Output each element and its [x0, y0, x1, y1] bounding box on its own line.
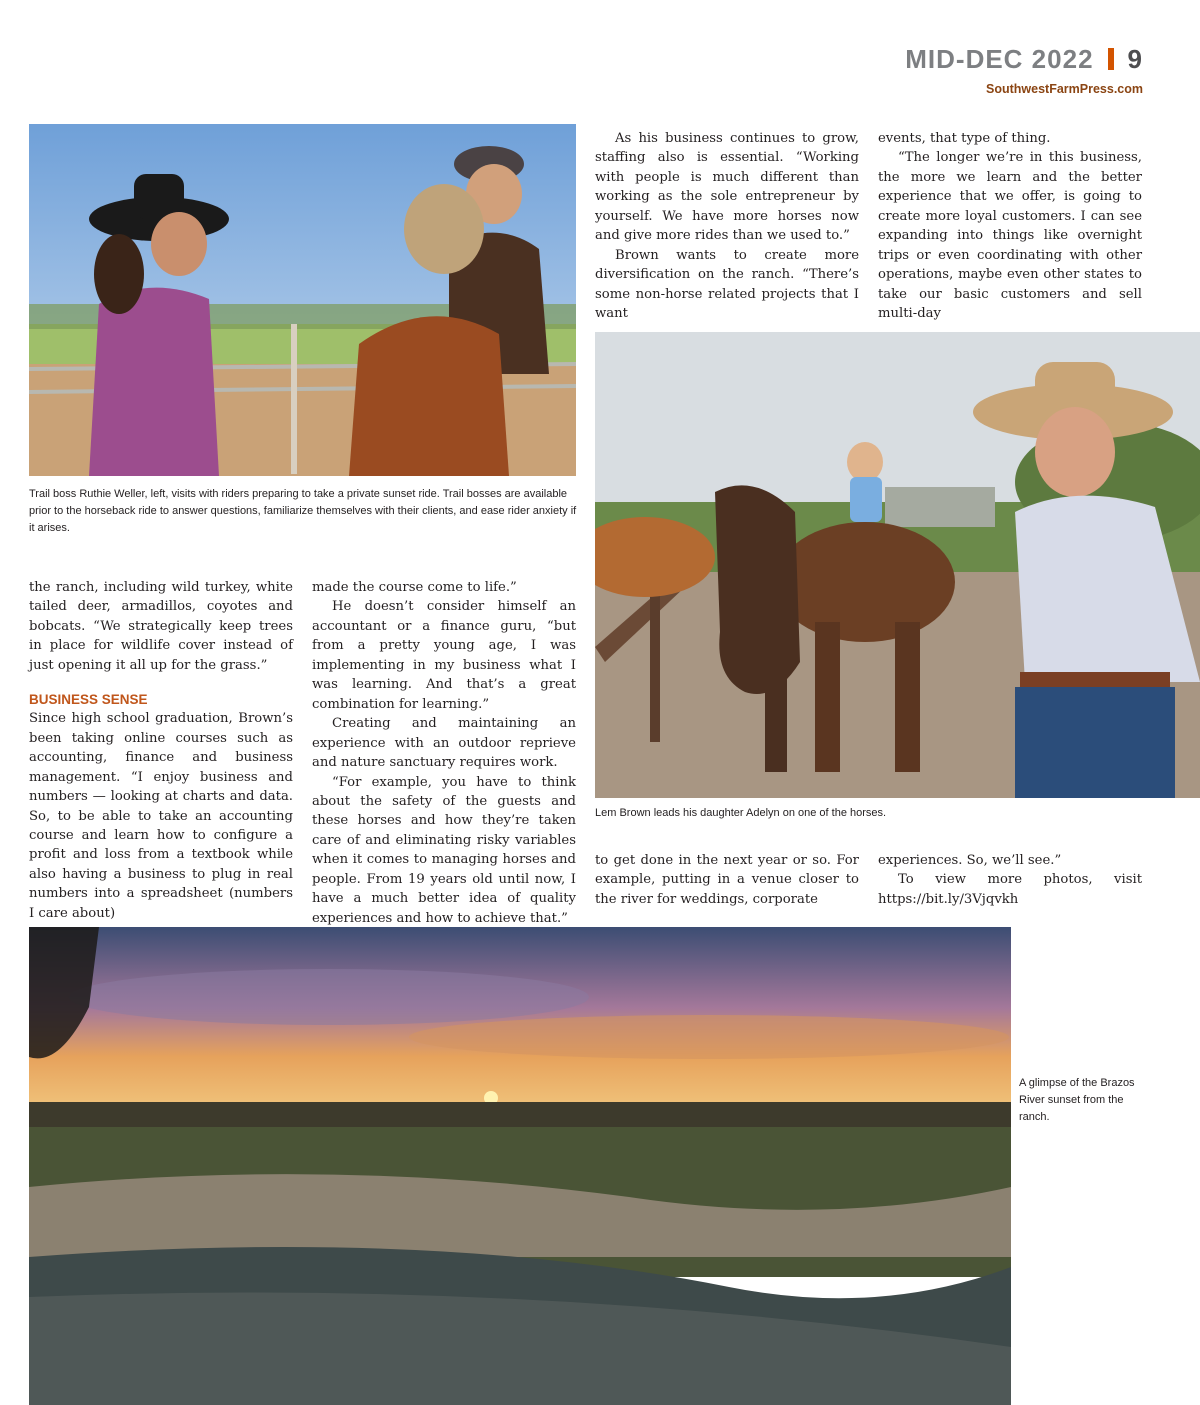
- paragraph: experiences. So, we’ll see.”: [878, 853, 1062, 868]
- trail-boss-photo: [29, 124, 576, 476]
- article-column-3-top: [595, 129, 859, 324]
- paragraph: events, that type of thing.: [878, 131, 1051, 146]
- paragraph: “For example, you have to think about the safety of the guests and these horses and how they’re taken care of and eliminating risky variables when it comes to managing horses and people. From 19 years old until now, I have a much better idea of quality experiences and how to achieve that.”: [312, 774, 576, 926]
- paragraph: As his business continues to grow, staffing also is essential. “Working with people is much different than working as the sole entrepreneur by yourself. We have more horses now and give more rides than we used to.”: [595, 131, 859, 244]
- paragraph: To view more photos, visit https://bit.ly/3Vjqvkh: [878, 872, 1142, 907]
- paragraph: He doesn’t consider himself an accountant or a finance guru, “but from a pretty young age, I was implementing in my business what I was learning. And that’s a great combination for learning.”: [312, 599, 576, 712]
- issue-date: MID-DEC 2022: [905, 44, 1094, 74]
- article-column-4-top: [878, 129, 1142, 324]
- issue-line: [905, 44, 1143, 75]
- page-number: 9: [1127, 44, 1143, 74]
- paragraph: Since high school graduation, Brown’s been taking online courses such as accounting, finance and business management. “I enjoy business and numbers — looking at charts and data. So, to be able to take an accounting course and learn how to configure a profit and loss from a textbook while also having a business to plug in real numbers into a spreadsheet (numbers I care about): [29, 711, 293, 921]
- horse-photo: [595, 332, 1200, 798]
- paragraph: Brown wants to create more diversification on the ranch. “There’s some non-horse related projects that I want: [595, 247, 859, 322]
- article-column-1: [29, 578, 293, 923]
- trail-boss-caption: Trail boss Ruthie Weller, left, visits with riders preparing to take a private sunset ride. Trail bosses are available prior to the horseback ride to answer questions, familiarize themselves with their clients, and ease rider anxiety if it arises.: [29, 488, 577, 534]
- website-url: SouthwestFarmPress.com: [986, 82, 1143, 96]
- paragraph: “The longer we’re in this business, the more we learn and the better experience that we offer, is going to create more loyal customers. I can see expanding into things like overnight trips or even coordinating with other operations, maybe even other states to take our basic customers and sell multi-day: [878, 150, 1142, 322]
- section-heading: BUSINESS SENSE: [29, 692, 148, 708]
- paragraph: the ranch, including wild turkey, white tailed deer, armadillos, coyotes and bobcats. “We strategically keep trees in place for wildlife cover instead of just opening it all up for the grass.”: [29, 580, 293, 673]
- sunset-caption: A glimpse of the Brazos River sunset from the ranch.: [1019, 1077, 1135, 1123]
- paragraph: to get done in the next year or so. For example, putting in a venue closer to the river for weddings, corporate: [595, 853, 859, 907]
- sunset-photo: [29, 927, 1011, 1405]
- page-header: [900, 44, 1143, 104]
- horse-caption: Lem Brown leads his daughter Adelyn on one of the horses.: [595, 807, 887, 819]
- paragraph: Creating and maintaining an experience with an outdoor reprieve and nature sanctuary requires work.: [312, 716, 576, 771]
- article-column-2: [312, 578, 576, 928]
- article-column-4-bottom: [878, 851, 1142, 909]
- article-column-3-bottom: [595, 851, 859, 909]
- paragraph: made the course come to life.”: [312, 580, 517, 595]
- header-divider-bar: [1108, 48, 1114, 70]
